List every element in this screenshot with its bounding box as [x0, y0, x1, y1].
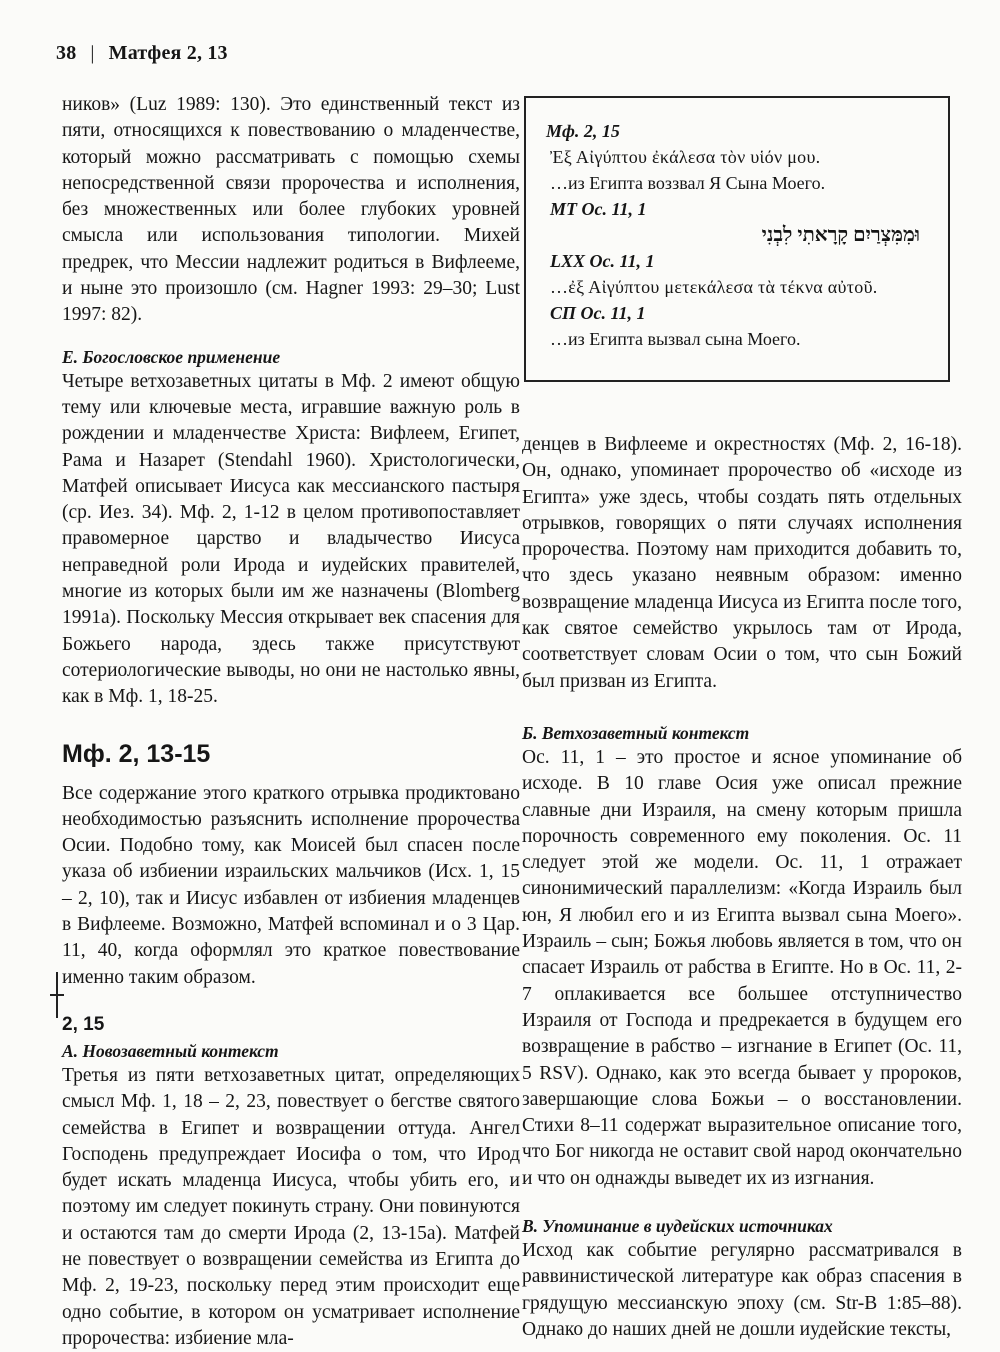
continuation-paragraph: денцев в Вифлееме и окрестностях (Мф. 2, 16-18). Он, однако, упоминает пророчество об «исходе из Египта» уже здесь, чтобы создать пять отдельных отрывков, говорящих о пяти случаях исполнения пророчества. Поэтому нам приходится добавить то, что здесь указано неявным образом: именно возвращение младенца Иисуса из Египта после того, как святое семейство укрылось там от Ирода, соответствует словам Осии о том, что сын Божий был призван из Египта.	[522, 434, 962, 692]
quote-hebrew: וּמִמִּצְרַיִם קָרָאתִי לִבְנִי	[761, 224, 920, 246]
quote-ref-matthew: Мф. 2, 15	[546, 121, 620, 141]
jewish-sources-paragraph: Исход как событие регулярно рассматривался в раввинистической литературе как образ спасения в грядущую мессианскую эпоху (см. Str-B 1:85–88). Однако до наших дней не дошли иудейские тексты,	[522, 1240, 962, 1340]
page-number: 38	[56, 42, 77, 64]
subheading-nt-context: А. Новозаветный контекст	[62, 1040, 279, 1061]
ot-context-paragraph: Ос. 11, 1 – это простое и ясное упоминание об исходе. В 10 главе Осия уже описал прежние славные дни Израиля, на смену которым пришла порочность современного ему поколения. Ос. 11 следует этой же модели. Ос. 11, 1 отражает синонимический параллелизм: «Когда Израиль был юн, Я любил его и из Египта вызвал сына Моего». Израиль – сын; Божья любовь является в том, что он спасает Израиль от рабства в Египте. Но в Ос. 11, 2-7 оплакивается все большее отступничество Израиля от Господа и предрекается в будущем его возвращение в рабство – изгнание в Египет (Ос. 11, 5 RSV). Однако, как это всегда бывает у пророков, завершающие слова Божьи – о восстановлении. Стихи 8–11 содержат выразительное описание того, что Бог никогда не оставит свой народ окончательно и что он однажды выведет их из изгнания.	[522, 746, 962, 1189]
quote-ref-synodal: СП Ос. 11, 1	[550, 303, 646, 323]
quote-ref-masoretic: MT Ос. 11, 1	[550, 199, 647, 219]
quote-russian-matthew: …из Египта воззвал Я Сына Моего.	[550, 173, 826, 193]
nt-context-paragraph: Третья из пяти ветхозаветных цитат, определяющих смысл Мф. 1, 18 – 2, 23, повествует о бегстве святого семейства в Египет и возвращении оттуда. Ангел Господень предупреждает Иосифа о том, что Ирод будет искать младенца Иисуса, чтобы убить его, и поэтому им следует покинуть страну. Они повинуются и остаются там до смерти Ирода (2, 13-15а). Матфей не повествует о возвращении семейства из Египта до Мф. 2, 19-23, поскольку перед этим происходит еще одно событие, в котором он усматривает исполнение пророчества: избиение мла-	[62, 1064, 520, 1349]
intro-paragraph: ников» (Luz 1989: 130). Это единственный текст из пяти, относящихся к повествованию о младенчестве, который можно рассматривать с помощью схемы непосредственной связи пророчества и исполнения, без множественных или более глубоких уровней смысла или использования типологии. Михей предрек, что Мессии надлежит родиться в Вифлееме, и ныне это произошло (см. Hagner 1993: 29–30; Lust 1997: 82).	[62, 94, 520, 326]
quote-ref-lxx: LXX Ос. 11, 1	[550, 251, 655, 271]
section-intro-paragraph: Все содержание этого краткого отрывка продиктовано необходимостью разъяснить исполнение пророчества Осии. Подобно тому, как Моисей был спасен после указа об избиении израильских мальчиков (Исх. 1, 15 – 2, 10), так и Иисус избавлен от избиения младенцев в Вифлееме. Возможно, Матфей вспоминал и о 3 Цар. 11, 40, когда оформлял это краткое повествование именно таким образом.	[62, 782, 520, 988]
subheading-theological-application: Е. Богословское применение	[62, 346, 281, 367]
section-title: Мф. 2, 13-15	[62, 739, 211, 768]
left-column	[62, 92, 520, 1352]
running-title: Матфея 2, 13	[108, 42, 228, 64]
subheading-ot-context: Б. Ветхозаветный контекст	[522, 722, 750, 743]
theological-application-paragraph: Четыре ветхозаветных цитаты в Мф. 2 имеют общую тему или ключевые места, игравшие важную роль в рождении и младенчестве Христа: Вифлеем, Египет, Рама и Назарет (Stendahl 1960). Христологически, Матфей описывает Иисуса как мессианского пастыря (ср. Иез. 34). Мф. 2, 1-12 в целом противопоставляет правомерное царство и владычество Иисуса неправедной роли Ирода и иудейских правителей, многие из которых были им же назначены (Blomberg 1991a). Поскольку Мессия открывает век спасения для Божьего народа, здесь также присутствуют сотериологические выводы, но они не настолько явны, как в Мф. 1, 18-25.	[62, 370, 520, 708]
subheading-jewish-sources: В. Упоминание в иудейских источниках	[522, 1216, 833, 1237]
quote-russian-synodal: …из Египта вызвал сына Моего.	[550, 329, 801, 349]
quote-greek-lxx: …ἐξ Αἰγύπτου μετεκάλεσα τὰ τέκνα αὐτοῦ.	[550, 277, 878, 297]
quote-greek-matthew: Ἐξ Αἰγύπτου ἐκάλεσα τὸν υἱόν μου.	[550, 147, 821, 167]
right-column	[522, 432, 962, 1343]
quotation-box	[524, 96, 950, 382]
running-header	[56, 42, 228, 65]
header-separator: |	[90, 42, 95, 64]
margin-marker	[50, 972, 64, 1018]
verse-number: 2, 15	[62, 1013, 105, 1035]
